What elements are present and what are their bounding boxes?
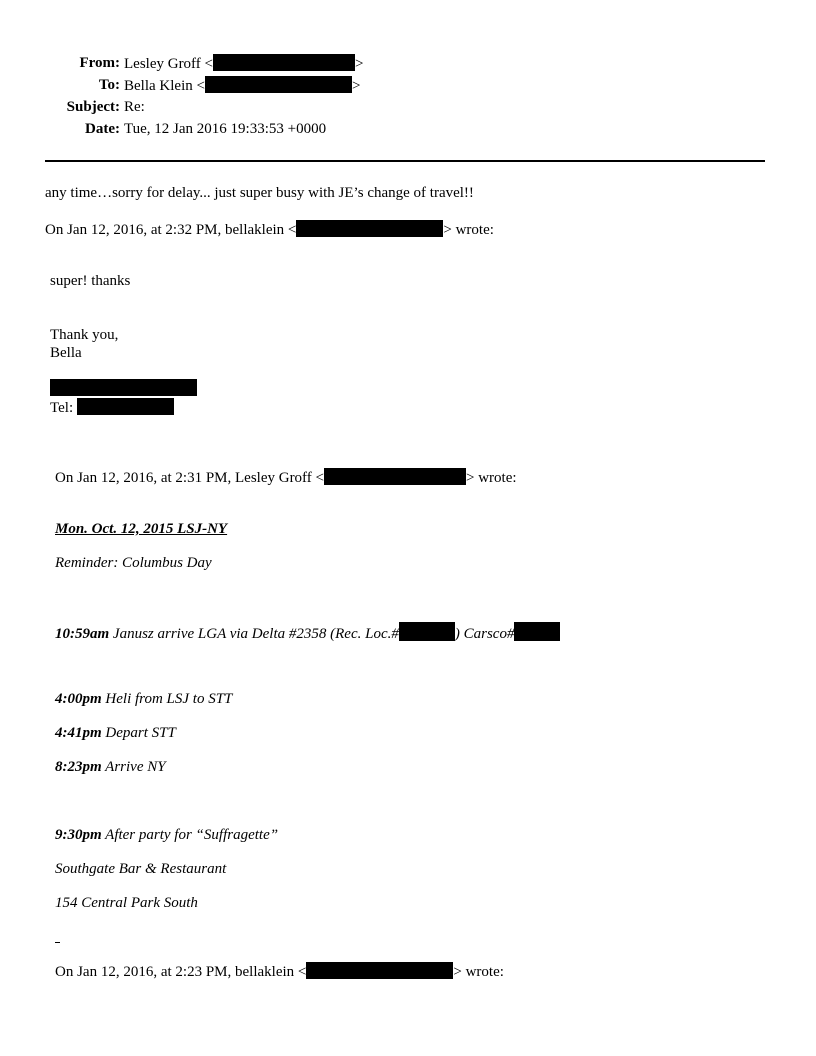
from-close: > [355, 56, 364, 72]
redaction-bar [306, 962, 453, 979]
redaction-bar [77, 398, 174, 415]
signature-redacted [50, 379, 197, 398]
redaction-bar [514, 622, 560, 641]
date-label: Date: [85, 121, 120, 137]
event-text: Depart STT [101, 725, 176, 741]
event-row [55, 690, 232, 708]
venue-name: Southgate Bar & Restaurant [55, 861, 227, 877]
quote3-suffix: > wrote: [453, 964, 504, 980]
event-row [55, 758, 166, 776]
quote1-prefix: On Jan 12, 2016, at 2:32 PM, bellaklein < [45, 222, 297, 238]
redaction-bar [324, 468, 466, 485]
header-divider [45, 160, 765, 162]
quote-attribution-2 [55, 468, 517, 487]
quote2-suffix: > wrote: [466, 470, 517, 486]
event-text: Arrive NY [101, 759, 166, 775]
event-time: 10:59am [55, 626, 110, 642]
event-row [55, 622, 560, 643]
super-thanks: super! thanks [50, 273, 131, 289]
from-label: From: [79, 55, 120, 71]
thank-you: Thank you, [50, 327, 119, 343]
itinerary-title: Mon. Oct. 12, 2015 LSJ-NY [55, 521, 228, 537]
event-time: 8:23pm [55, 759, 102, 775]
venue-address: 154 Central Park South [55, 895, 198, 911]
event-text: After party for “Suffragette” [101, 827, 279, 843]
reminder: Reminder: Columbus Day [55, 555, 212, 571]
quote-attribution-1 [45, 220, 494, 239]
redaction-bar [205, 76, 352, 93]
reply-line: any time…sorry for delay... just super busy with JE’s change of travel!! [45, 185, 474, 201]
event-time: 4:00pm [55, 691, 102, 707]
event-text-cont: ) Carsco# [454, 626, 515, 642]
redaction-bar [50, 379, 197, 396]
signature-tel [50, 398, 174, 417]
tel-label: Tel: [50, 400, 74, 416]
separator-dash [55, 942, 60, 943]
to-value [124, 76, 360, 95]
quote3-prefix: On Jan 12, 2016, at 2:23 PM, bellaklein < [55, 964, 307, 980]
to-name: Bella Klein < [124, 78, 205, 94]
from-name: Lesley Groff < [124, 56, 213, 72]
redaction-bar [296, 220, 443, 237]
to-label: To: [98, 77, 120, 93]
signature-name: Bella [50, 345, 82, 361]
event-row [55, 826, 278, 844]
quote-attribution-3 [55, 962, 504, 981]
quote2-prefix: On Jan 12, 2016, at 2:31 PM, Lesley Groff < [55, 470, 324, 486]
from-value [124, 54, 363, 73]
date-value: Tue, 12 Jan 2016 19:33:53 +0000 [124, 121, 327, 137]
event-row [55, 724, 176, 742]
event-text: Heli from LSJ to STT [101, 691, 233, 707]
redaction-bar [213, 54, 355, 71]
to-close: > [351, 78, 361, 94]
subject-value: Re: [124, 99, 145, 115]
quote1-suffix: > wrote: [443, 222, 494, 238]
event-time: 9:30pm [55, 827, 102, 843]
event-text: Janusz arrive LGA via Delta #2358 (Rec. Loc.# [109, 626, 399, 642]
subject-label: Subject: [66, 99, 120, 115]
event-time: 4:41pm [55, 725, 102, 741]
redaction-bar [399, 622, 455, 641]
